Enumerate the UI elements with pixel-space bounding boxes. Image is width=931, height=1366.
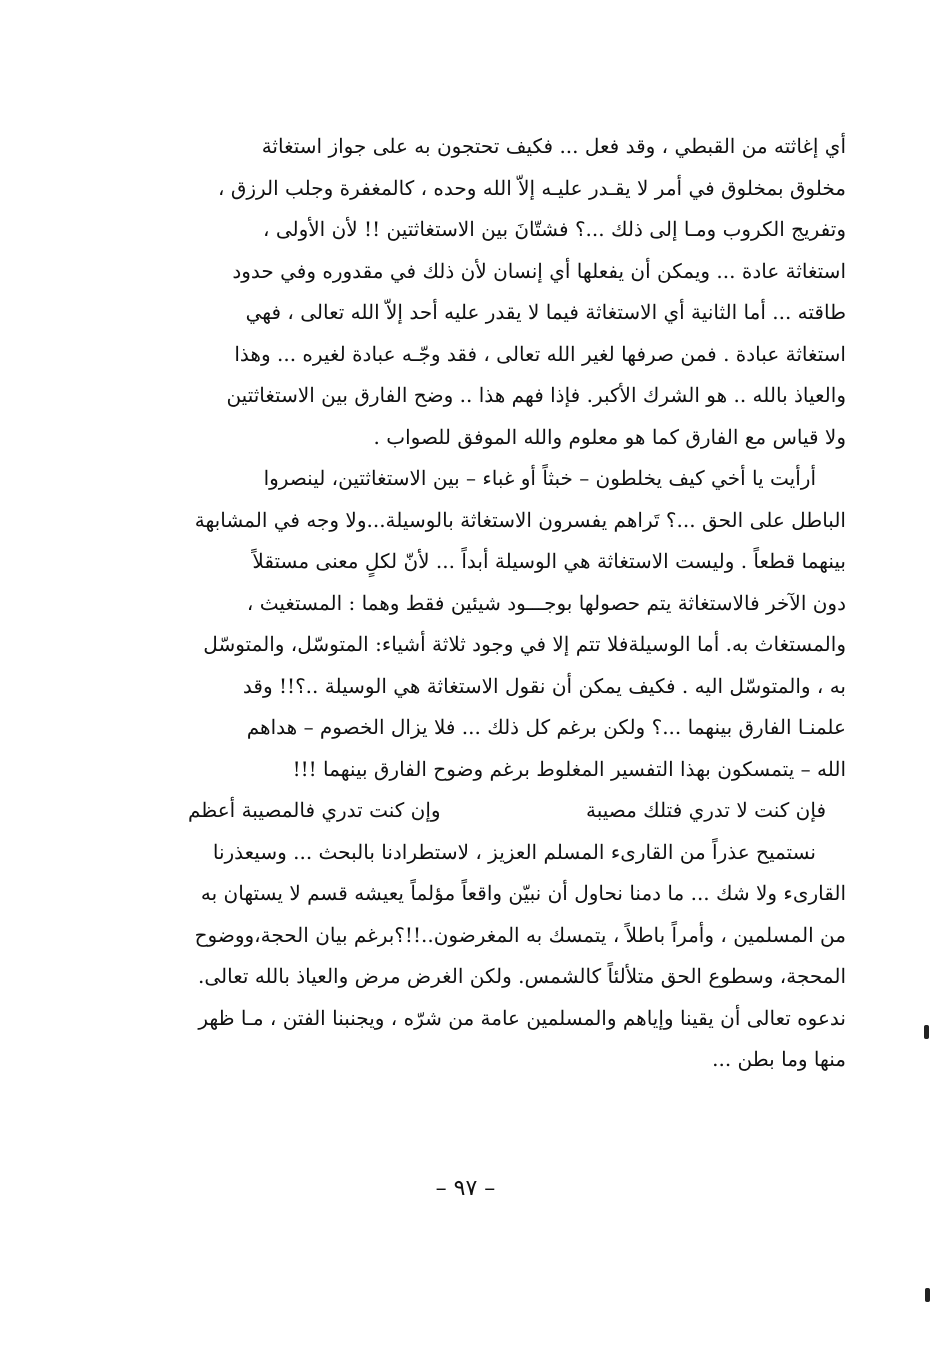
verse-first-hemistich: فإن كنت لا تدري فتلك مصيبة	[585, 798, 826, 822]
text-line: الله – يتمسكون بهذا التفسير المغلوط برغم وضوح الفارق بينهما !!!	[292, 756, 846, 781]
text-line: منها وما بطن ...	[712, 1047, 846, 1071]
text-line: ولا قياس مع الفارق كما هو معلوم والله الموفق للصواب .	[373, 424, 846, 449]
text-line: الباطل على الحق ...؟ تَراهم يفسرون الاستغاثة بالوسيلة...ولا وجه في المشابهة	[194, 507, 846, 532]
text-line: القارىء ولا شك ... ما دمنا نحاول أن نبيّن واقعاً مؤلماً يعيشه قسم لا يستهان به	[200, 881, 846, 905]
text-line: نستميح عذراً من القارىء المسلم العزيز ، لاستطرادنا بالبحث ... وسيعذرنا	[212, 839, 816, 864]
text-line: بينهما قطعاً . وليست الاستغاثة هي الوسيلة أبداً ... لأنّ لكلٍ معنى مستقلاً	[252, 549, 846, 573]
text-line: به ، والمتوسّل اليه . فكيف يمكن أن نقول الاستغاثة هي الوسيلة ..؟!! وقد	[242, 673, 846, 698]
text-line: دون الآخر فالاستغاثة يتم حصولها بوجـــود شيئين فقط وهما : المستغيث ،	[246, 590, 846, 615]
text-line: والمستغاث به. أما الوسيلةفلا تتم إلا في وجود ثلاثة أشياء: المتوسّل، والمتوسّل	[203, 632, 846, 656]
text-line: استغاثة عبادة . فمن صرفها لغير الله تعالى ، فقد وجّـه عبادة لغيره ... وهذا	[234, 341, 846, 366]
text-line: والعياذ بالله .. هو الشرك الأكبر. فإذا فهم هذا .. وضح الفارق بين الاستغاثتين	[226, 383, 846, 407]
text-line: أي إغاثته من القبطي ، وقد فعل ... فكيف تحتجون به على جواز استغاثة	[261, 134, 846, 158]
text-line: مخلوق بمخلوق في أمر لا يقـدر عليـه إلاّ الله وحده ، كالمغفرة وجلب الرزق ،	[218, 175, 846, 200]
text-line: ندعوه تعالى أن يقينا وإياهم والمسلمين عامة من شرّه ، ويجنبنا الفتن ، مـا ظهر	[198, 1005, 846, 1030]
page-number: – ٩٧ –	[435, 1176, 496, 1201]
text-line: وتفريج الكروب ومـا إلى ذلك ...؟ فشتّانَ بين الاستغاثتين !! لأن الأولى ،	[263, 217, 846, 241]
text-line: أرأيت يا أخي كيف يخلطون – خبثاً أو غباء – بين الاستغاثتين، لينصروا	[263, 466, 816, 490]
text-line: من المسلمين ، وأمراً باطلاً ، يتمسك به المغرضون..!!؟برغم بيان الحجة،ووضوح	[194, 922, 846, 947]
verse-second-hemistich: وإن كنت تدري فالمصيبة أعظم	[188, 798, 441, 822]
text-line: علمنـا الفارق بينهما ...؟ ولكن برغم كل ذلك ... فلا يزال الخصوم – هداهم	[246, 715, 846, 739]
scan-mark	[924, 1025, 929, 1039]
text-line: المحجة، وسطوع الحق متلألئاً كالشمس. ولكن الغرض مرض والعياذ بالله تعالى.	[198, 964, 846, 988]
text-line: استغاثة عادة ... ويمكن أن يفعلها أي إنسان لأن ذلك في مقدوره وفي حدود	[232, 258, 846, 283]
text-line: طاقته ... أما الثانية أي الاستغاثة فيما لا يقدر عليه أحد إلاّ الله تعالى ، فهي	[245, 300, 846, 324]
body-text	[170, 126, 846, 1081]
scan-mark	[925, 1288, 930, 1302]
poetry-verse	[170, 790, 846, 832]
